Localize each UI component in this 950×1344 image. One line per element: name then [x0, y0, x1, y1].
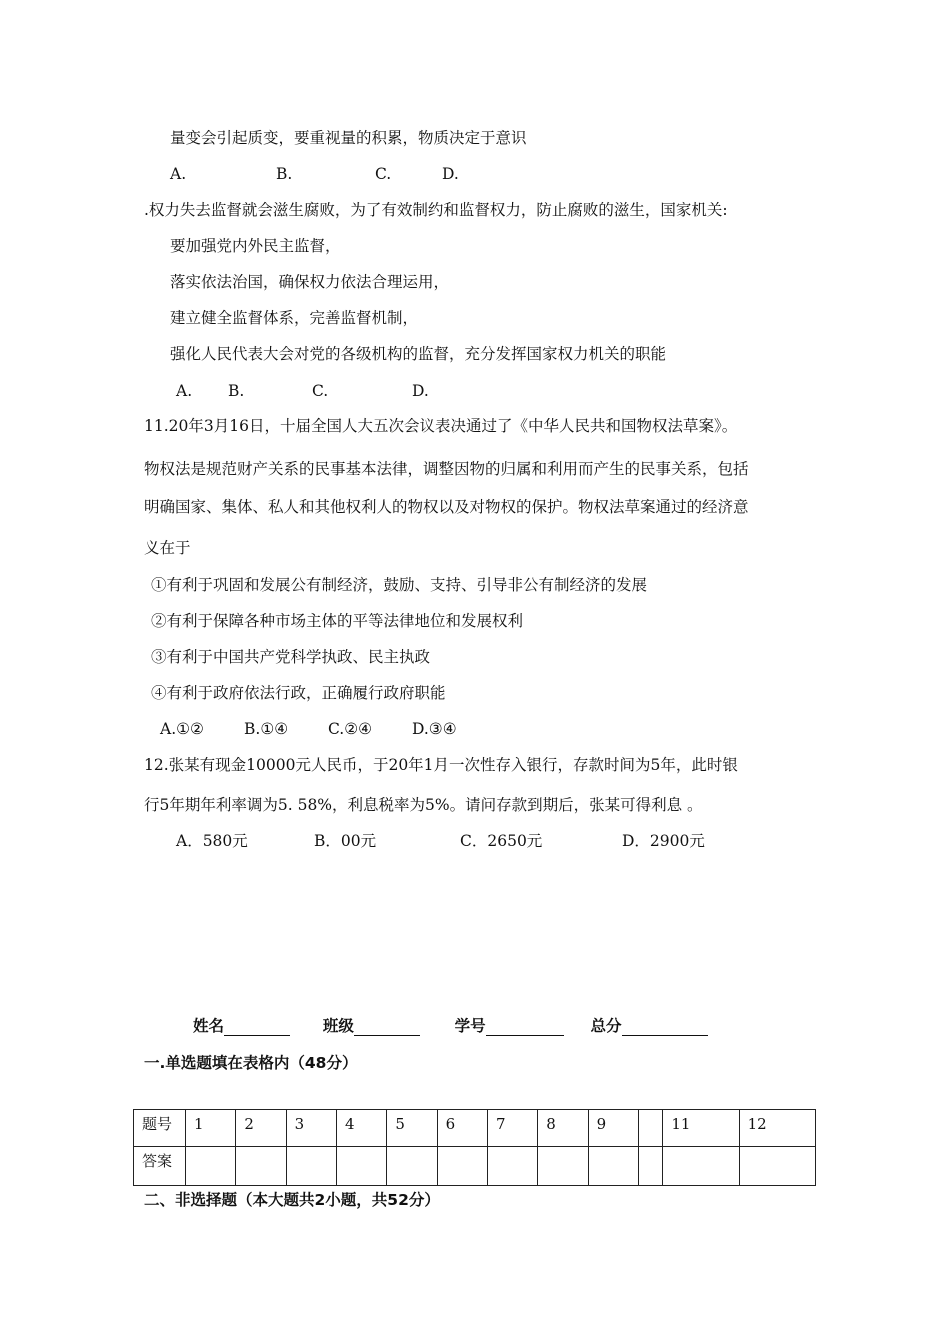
answer-cell[interactable]	[538, 1147, 588, 1186]
answer-cell[interactable]	[739, 1147, 815, 1186]
q11-item-2: ②有利于保障各种市场主体的平等法律地位和发展权利	[151, 612, 524, 630]
q10-option-b: B.	[228, 382, 245, 400]
answer-cell[interactable]	[186, 1147, 236, 1186]
answer-cell[interactable]	[286, 1147, 336, 1186]
q12-option-a: A．580元	[176, 832, 248, 850]
student-id-field[interactable]	[486, 1019, 564, 1036]
number-cell: 8	[538, 1110, 588, 1147]
row-label-answer: 答案	[134, 1147, 186, 1186]
table-row-answers	[134, 1147, 816, 1186]
number-cell: 6	[437, 1110, 487, 1147]
section2-title: 二、非选择题（本大题共2小题，共52分）	[144, 1191, 440, 1209]
section1-title: 一.单选题填在表格内（48分）	[144, 1054, 358, 1072]
number-cell: 12	[739, 1110, 815, 1147]
q10-item-2: 落实依法治国，确保权力依法合理运用，	[170, 273, 450, 291]
q11-item-1: ①有利于巩固和发展公有制经济，鼓励、支持、引导非公有制经济的发展	[151, 576, 648, 594]
answer-cell[interactable]	[487, 1147, 537, 1186]
number-cell: 4	[336, 1110, 386, 1147]
answer-cell[interactable]	[638, 1147, 662, 1186]
number-cell: 1	[186, 1110, 236, 1147]
total-score-field[interactable]	[622, 1019, 708, 1036]
q12-stem-line-2: 行5年期年利率调为5. 58%，利息税率为5%。请问存款到期后，张某可得利息 。	[144, 796, 703, 814]
name-label: 姓名	[193, 1017, 225, 1035]
student-info-fields	[193, 1016, 708, 1036]
q10-item-4: 强化人民代表大会对党的各级机构的监督，充分发挥国家权力机关的职能	[170, 345, 667, 363]
q10-item-3: 建立健全监督体系，完善监督机制，	[170, 309, 419, 327]
answer-cell[interactable]	[663, 1147, 739, 1186]
number-cell: 11	[663, 1110, 739, 1147]
q10-options	[176, 381, 429, 401]
q11-stem-line-4: 义在于	[144, 539, 191, 557]
q9-option-b: B.	[276, 165, 293, 183]
number-cell: 9	[588, 1110, 638, 1147]
q9-options	[170, 164, 459, 184]
q11-options	[160, 719, 457, 739]
q12-stem-line-1: 12.张某有现金10000元人民币，于20年1月一次性存入银行，存款时间为5年，此时银	[144, 756, 738, 774]
q9-option-d: D.	[442, 165, 459, 183]
number-cell: 7	[487, 1110, 537, 1147]
q12-options	[176, 831, 705, 851]
number-cell	[638, 1110, 662, 1147]
q10-item-1: 要加强党内外民主监督，	[170, 237, 341, 255]
answer-cell[interactable]	[387, 1147, 437, 1186]
answer-table	[133, 1109, 816, 1186]
q10-option-c: C.	[312, 382, 329, 400]
answer-cell[interactable]	[336, 1147, 386, 1186]
table-row-numbers	[134, 1110, 816, 1147]
q11-option-c: C.②④	[328, 720, 373, 738]
student-id-label: 学号	[454, 1017, 486, 1035]
total-score-label: 总分	[590, 1017, 622, 1035]
q11-stem-line-3: 明确国家、集体、私人和其他权利人的物权以及对物权的保护。物权法草案通过的经济意	[144, 498, 749, 516]
number-cell: 3	[286, 1110, 336, 1147]
q11-stem-line-1: 11.20年3月16日，十届全国人大五次会议表决通过了《中华人民共和国物权法草案》。	[144, 417, 738, 435]
q10-option-a: A.	[176, 382, 193, 400]
q11-stem-line-2: 物权法是规范财产关系的民事基本法律，调整因物的归属和利用而产生的民事关系，包括	[144, 460, 749, 478]
q11-option-b: B.①④	[244, 720, 289, 738]
number-cell: 2	[236, 1110, 286, 1147]
q11-item-4: ④有利于政府依法行政，正确履行政府职能	[151, 684, 446, 702]
answer-cell[interactable]	[437, 1147, 487, 1186]
q9-option-a: A.	[170, 165, 187, 183]
q12-option-d: D．2900元	[622, 832, 705, 850]
class-field[interactable]	[354, 1019, 420, 1036]
q9-option-c: C.	[375, 165, 392, 183]
class-label: 班级	[322, 1017, 354, 1035]
q10-stem: .权力失去监督就会滋生腐败，为了有效制约和监督权力，防止腐败的滋生，国家机关:	[144, 201, 728, 219]
q12-option-c: C．2650元	[460, 832, 543, 850]
name-field[interactable]	[224, 1019, 290, 1036]
number-cell: 5	[387, 1110, 437, 1147]
q10-option-d: D.	[412, 382, 429, 400]
q9-stem-tail: 量变会引起质变，要重视量的积累，物质决定于意识	[170, 129, 527, 147]
q12-option-b: B．00元	[314, 832, 377, 850]
q11-item-3: ③有利于中国共产党科学执政、民主执政	[151, 648, 431, 666]
q11-option-d: D.③④	[412, 720, 457, 738]
answer-cell[interactable]	[588, 1147, 638, 1186]
answer-cell[interactable]	[236, 1147, 286, 1186]
q11-option-a: A.①②	[160, 720, 204, 738]
row-label-number: 题号	[134, 1110, 186, 1147]
